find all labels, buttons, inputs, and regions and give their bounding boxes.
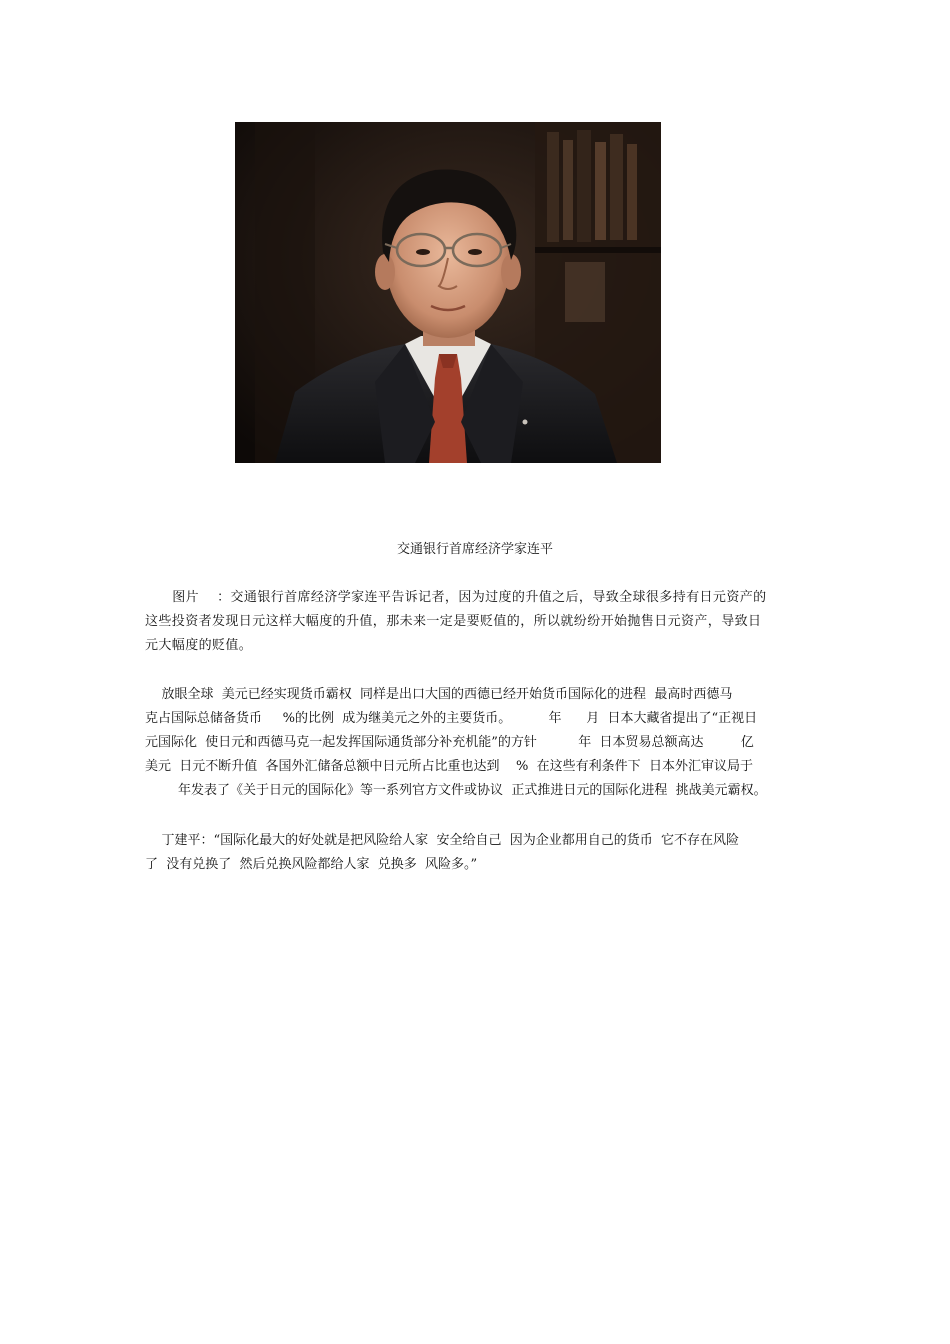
text-line: 图片 ：交通银行首席经济学家连平告诉记者，因为过度的升值之后，导致全球很多持有日元资产的 [145,590,767,605]
text-line: 克占国际总储备货币 %的比例 成为继美元之外的主要货币。 年 月 日本大藏省提出了“正视日 [145,711,758,726]
paragraph-currency-internationalization [145,683,810,803]
text-line: 了 没有兑换了 然后兑换风险都给人家 兑换多 风险多。” [145,857,478,872]
text-line: 年发表了《关于日元的国际化》等一系列官方文件或协议 正式推进日元的国际化进程 挑战美元霸权。 [145,783,767,798]
paragraph-quote [145,829,810,877]
photo-caption: 交通银行首席经济学家连平 [396,542,553,557]
text-line: 放眼全球 美元已经实现货币霸权 同样是出口大国的西德已经开始货币国际化的进程 最高时西德马 [145,687,733,702]
text-line: 丁建平：“国际化最大的好处就是把风险给人家 安全给自己 因为企业都用自己的货币 它不存在风险 [145,833,739,848]
text-line: 元国际化 使日元和西德马克一起发挥国际通货部分补充机能”的方针 年 日本贸易总额高达 亿 [145,735,754,750]
text-line: 这些投资者发现日元这样大幅度的升值，那未来一定是要贬值的，所以就纷纷开始抛售日元资产，导致日 [145,614,762,629]
text-line: 元大幅度的贬值。 [145,638,253,653]
paragraph-photo-description [145,586,810,658]
portrait-photo [235,122,661,463]
text-line: 美元 日元不断升值 各国外汇储备总额中日元所占比重也达到 % 在这些有利条件下 日本外汇审议局于 [145,759,753,774]
